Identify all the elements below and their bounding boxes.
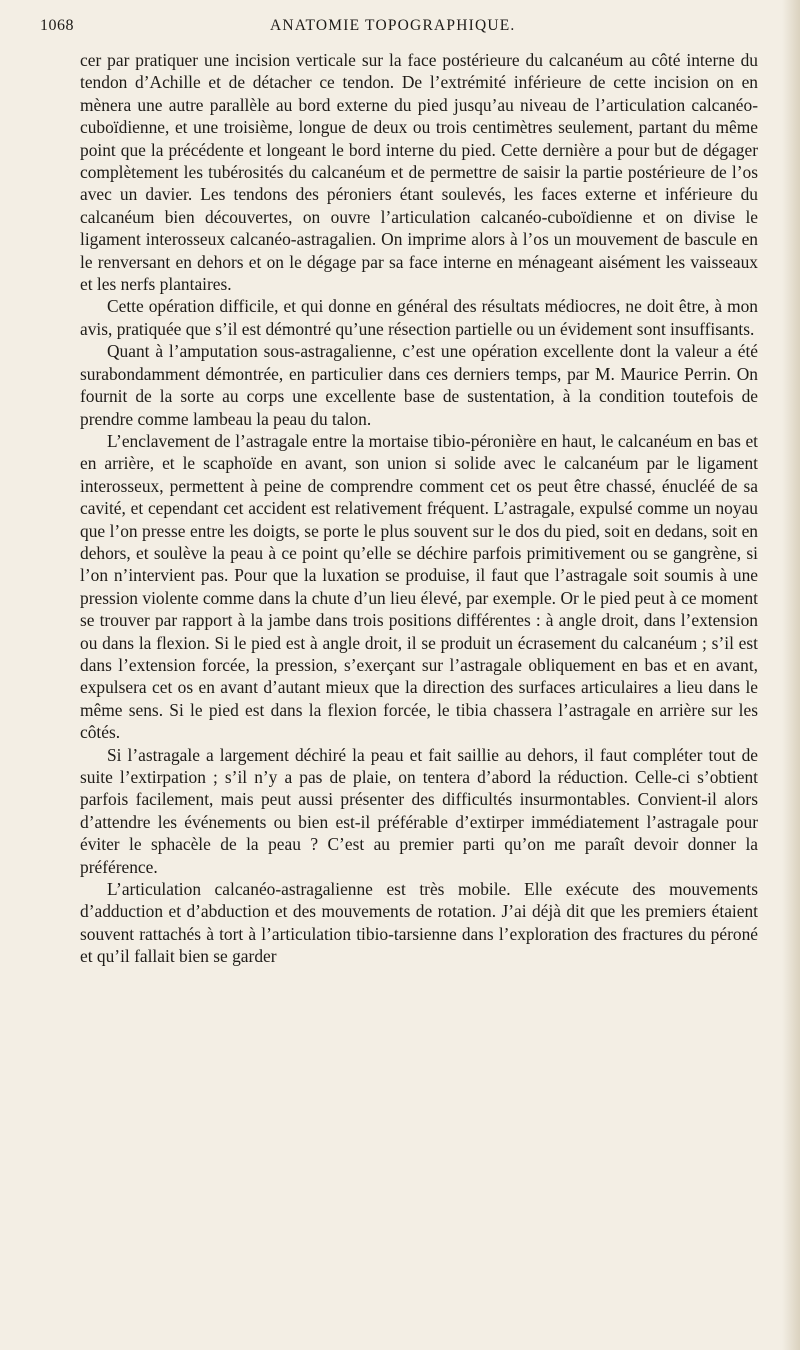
- paragraph: Si l’astragale a largement déchiré la peau et fait saillie au dehors, il faut compléter tout de suite l’extirpation ; s’il n’y a pas de plaie, on tentera d’abord la réduction. Celle-ci s’obtient parfois facilement, mais peut aussi présenter des difficultés insurmontables. Convient-il alors d’attendre les événements ou bien est-il préférable d’extirper immédiatement l’astragale pour éviter le sphacèle de la peau ? C’est au premier parti qu’on me paraît devoir donner la préférence.: [80, 744, 758, 877]
- page-number: 1068: [40, 17, 74, 34]
- paragraph: Cette opération difficile, et qui donne en général des résultats médiocres, ne doit être, à mon avis, pratiquée que s’il est démontré qu’une résection partielle ou un évidement sont insuffisants.: [80, 296, 758, 339]
- paragraph-continuation: cer par pratiquer une incision verticale sur la face postérieure du calcanéum au côté interne du tendon d’Achille et de détacher ce tendon. De l’extrémité inférieure de cette incision on en mènera une autre parallèle au bord externe du pied jusqu’au niveau de l’articulation calcanéo-cuboïdienne, et une troisième, longue de deux ou trois centimètres seulement, partant du même point que la précédente et longeant le bord interne du pied. Cette dernière a pour but de dégager complètement les tubérosités du calcanéum et de permettre de saisir la partie postérieure de l’os avec un davier. Les tendons des péroniers étant soulevés, les faces externe et inférieure du calcanéum bien découvertes, on ouvre l’articulation calcanéo-cuboïdienne et on divise le ligament interosseux calcanéo-astragalien. On imprime alors à l’os un mouvement de bascule en le renversant en dehors et on le dégage par sa face interne en ménageant aisément les vaisseaux et les nerfs plantaires.: [80, 50, 758, 295]
- running-head: ANATOMIE TOPOGRAPHIQUE.: [270, 17, 516, 34]
- body-text: [80, 49, 758, 968]
- paragraph: L’articulation calcanéo-astragalienne est très mobile. Elle exécute des mouvements d’adduction et d’abduction et des mouvements de rotation. J’ai déjà dit que les premiers étaient souvent rattachés à tort à l’articulation tibio-tarsienne dans l’exploration des fractures du péroné et qu’il fallait bien se garder: [80, 879, 758, 967]
- page-header: [40, 17, 758, 43]
- page-edge-shadow: [782, 0, 800, 1350]
- paragraph: L’enclavement de l’astragale entre la mortaise tibio-péronière en haut, le calcanéum en bas et en arrière, et le scaphoïde en avant, son union si solide avec le calcanéum par le ligament interosseux, permettent à peine de comprendre comment cet os peut être chassé, énucléé de sa cavité, et cependant cet accident est relativement fréquent. L’astragale, expulsé comme un noyau que l’on presse entre les doigts, se porte le plus souvent sur le dos du pied, soit en dedans, soit en dehors, et soulève la peau à ce point qu’elle se déchire parfois primitivement ou se gangrène, si l’on n’intervient pas. Pour que la luxation se produise, il faut que l’astragale soit soumis à une pression violente comme dans la chute d’un lieu élevé, par exemple. Or le pied peut à ce moment se trouver par rapport à la jambe dans trois positions différentes : à angle droit, dans l’extension ou dans la flexion. Si le pied est à angle droit, il se produit un écrasement du calcanéum ; s’il est dans l’extension forcée, la pression, s’exerçant sur l’astragale obliquement en bas et en avant, expulsera cet os en avant d’autant mieux que la direction des surfaces articulaires a lieu dans le même sens. Si le pied est dans la flexion forcée, le tibia chassera l’astragale en arrière sur les côtés.: [80, 430, 758, 743]
- paragraph: Quant à l’amputation sous-astragalienne, c’est une opération excellente dont la valeur a été surabondamment démontrée, en particulier dans ces derniers temps, par M. Maurice Perrin. On fournit de la sorte au corps une excellente base de sustentation, à la condition toutefois de prendre comme lambeau la peau du talon.: [80, 341, 758, 429]
